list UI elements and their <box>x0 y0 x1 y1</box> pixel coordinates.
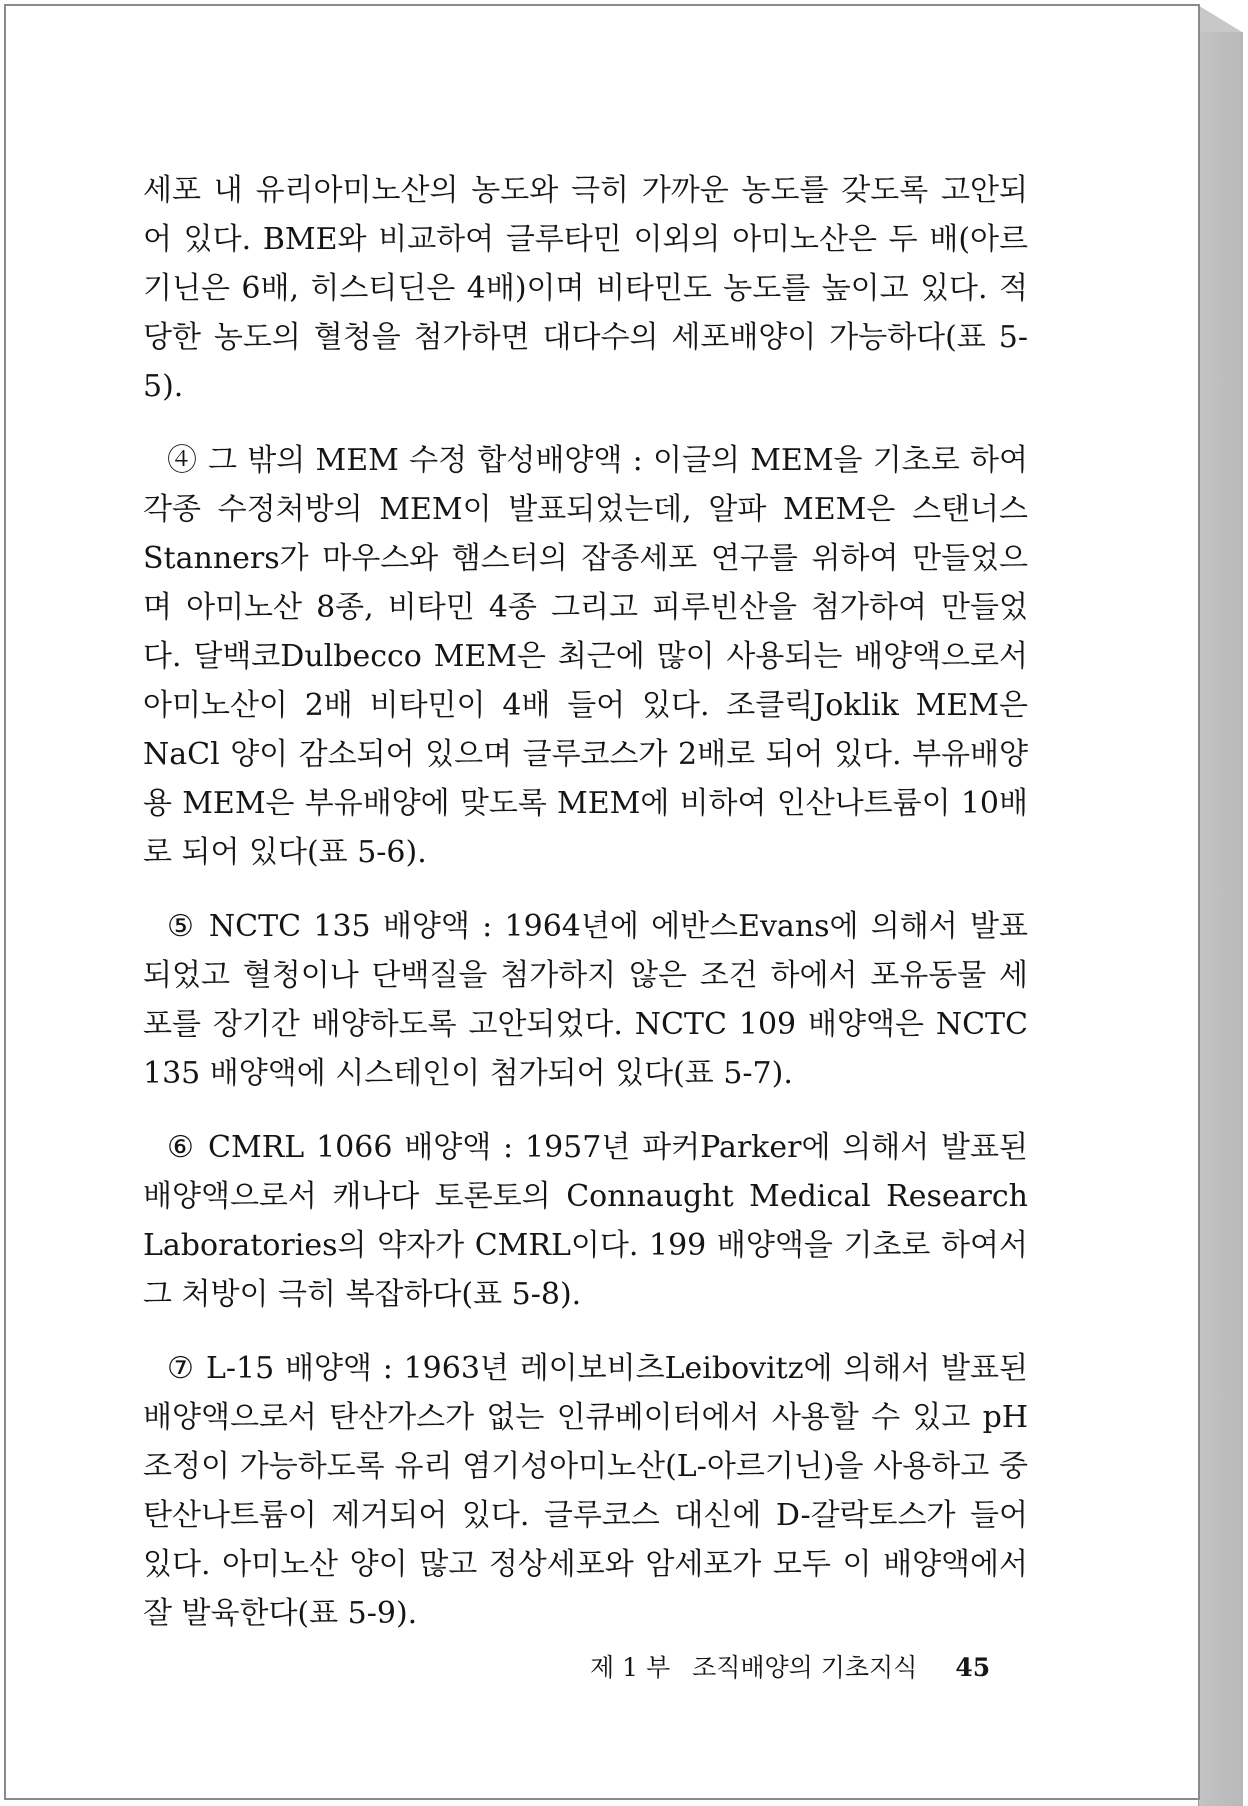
page-corner-fold <box>1196 4 1242 32</box>
footer-part: 제 1 부 <box>590 1653 671 1682</box>
body-text <box>143 166 1028 1663</box>
page-number: 45 <box>955 1653 991 1682</box>
paragraph-cmrl-1066: ⑥ CMRL 1066 배양액 : 1957년 파커Parker에 의해서 발표된 배양액으로서 캐나다 토론토의 Connaught Medical Research Laboratories의 약자가 CMRL이다. 199 배양액을 기초로 하여서 그 처방이 극히 복잡하다(표 5-8). <box>143 1130 1028 1312</box>
page-thickness-edge <box>1198 32 1243 1806</box>
paragraph-l15: ⑦ L-15 배양액 : 1963년 레이보비츠Leibovitz에 의해서 발표된 배양액으로서 탄산가스가 없는 인큐베이터에서 사용할 수 있고 pH 조정이 가능하도록 유리 염기성아미노산(L-아르기닌)을 사용하고 중탄산나트륨이 제거되어 있다. 글루코스 대신에 D-갈락토스가 들어 있다. 아미노산 양이 많고 정상세포와 암세포가 모두 이 배양액에서 잘 발육한다(표 5-9). <box>143 1351 1028 1631</box>
page-footer <box>590 1650 990 1686</box>
paragraph-mem-continuation: 세포 내 유리아미노산의 농도와 극히 가까운 농도를 갖도록 고안되어 있다. BME와 비교하여 글루타민 이외의 아미노산은 두 배(아르기닌은 6배, 히스티딘은 4배)이며 비타민도 농도를 높이고 있다. 적당한 농도의 혈청을 첨가하면 대다수의 세포배양이 가능하다(표 5-5). <box>143 173 1028 404</box>
footer-title: 조직배양의 기초지식 <box>692 1653 918 1682</box>
paragraph-nctc-135: ⑤ NCTC 135 배양액 : 1964년에 에반스Evans에 의해서 발표되었고 혈청이나 단백질을 첨가하지 않은 조건 하에서 포유동물 세포를 장기간 배양하도록 고안되었다. NCTC 109 배양액은 NCTC 135 배양액에 시스테인이 첨가되어 있다(표 5-7). <box>143 909 1028 1091</box>
paragraph-modified-mem: ④ 그 밖의 MEM 수정 합성배양액 : 이글의 MEM을 기초로 하여 각종 수정처방의 MEM이 발표되었는데, 알파 MEM은 스탠너스Stanners가 마우스와 햄스터의 잡종세포 연구를 위하여 만들었으며 아미노산 8종, 비타민 4종 그리고 피루빈산을 첨가하여 만들었다. 달백코Dulbecco MEM은 최근에 많이 사용되는 배양액으로서 아미노산이 2배 비타민이 4배 들어 있다. 조클릭Joklik MEM은 NaCl 양이 감소되어 있으며 글루코스가 2배로 되어 있다. 부유배양용 MEM은 부유배양에 맞도록 MEM에 비하여 인산나트륨이 10배로 되어 있다(표 5-6). <box>143 443 1028 870</box>
